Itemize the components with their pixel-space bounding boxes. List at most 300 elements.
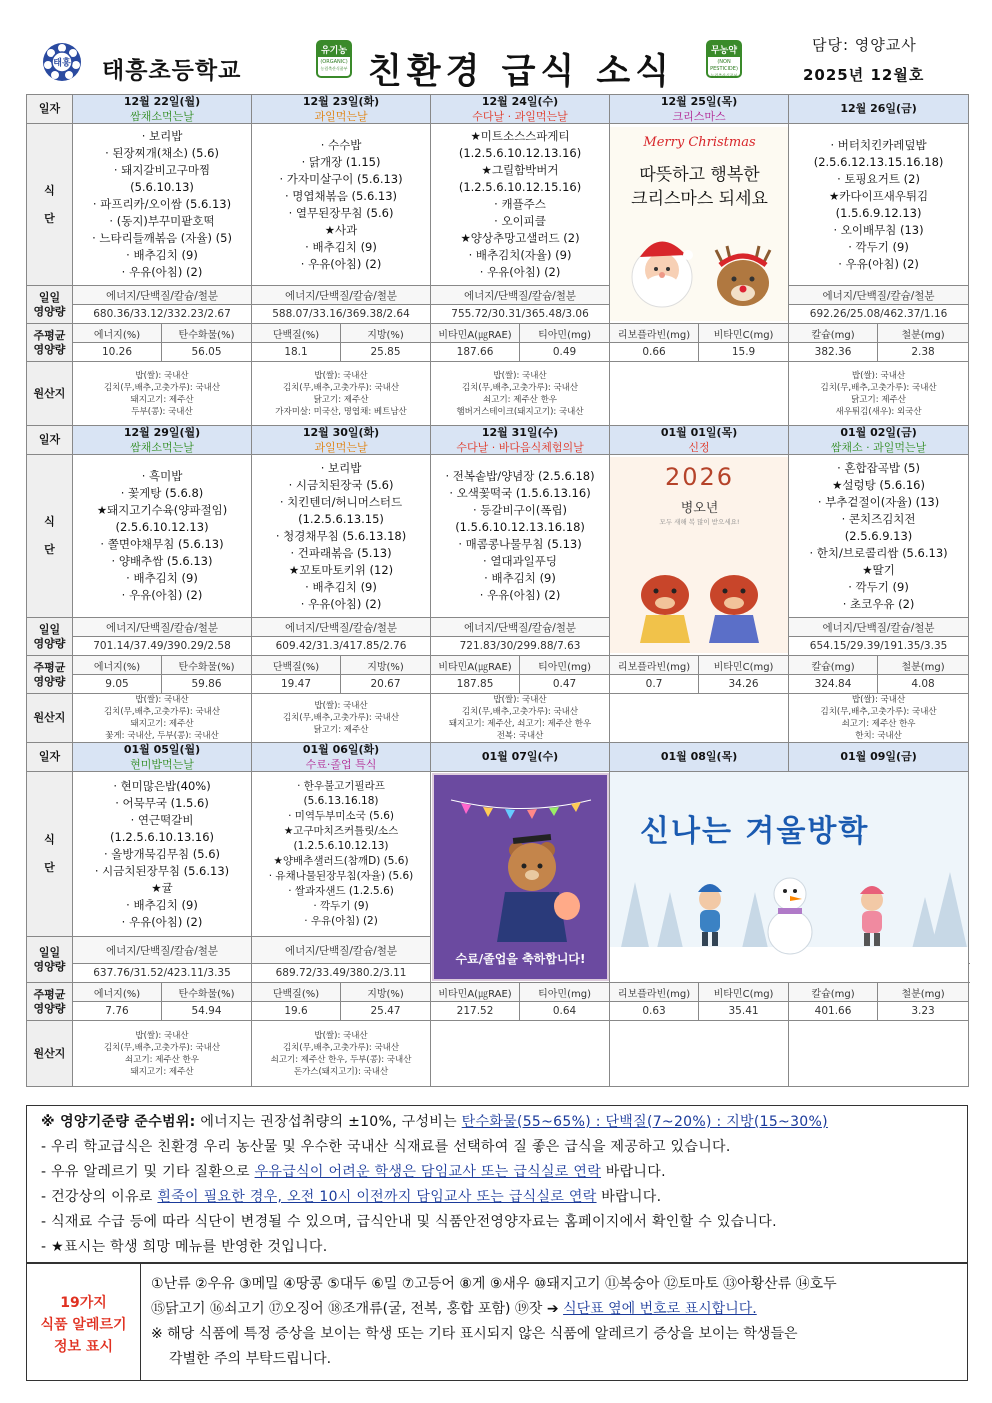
avg-label: 단백질(%) [252, 983, 341, 1002]
menu-item: (5.6.13.16.18) [303, 795, 379, 807]
menu-item: · 흑미밥 [141, 469, 183, 483]
day-header [789, 743, 969, 772]
origin-label: 원산지 [27, 1021, 73, 1087]
origin-item: 가자미살: 미국산, 명엽채: 베트남산 [275, 406, 407, 417]
nutrition-value: 680.36/33.12/332.23/2.67 [73, 305, 252, 324]
allergy-line-3: ※ 해당 식품에 특정 증상을 보이는 학생 또는 기타 표시되지 않은 식품에 알레르기 증상을 보이는 학생들은 [151, 1326, 798, 1342]
menu-item: (1.5.6.10.12.13.16.18) [455, 520, 585, 534]
avg-value-row [27, 675, 969, 694]
menu-item: ★사과 [324, 222, 358, 237]
nutrition-header: 에너지/단백질/칼슘/철분 [252, 937, 431, 964]
day-date: 12월 30일(화) [302, 426, 380, 439]
avg-label: 지방(%) [341, 324, 431, 343]
menu-item: · 꽃게탕 (5.6.8) [120, 486, 204, 500]
day-event: 크리스마스 [672, 110, 726, 123]
avg-label-row [27, 656, 969, 675]
daily-nutrition-label: 일일 영양량 [27, 937, 73, 983]
day-event: 신정 [688, 441, 710, 454]
day-date: 01월 09일(금) [840, 749, 917, 763]
menu-item: ★양배추샐러드(참깨D) (5.6) [273, 855, 409, 867]
menu-item: · 배추김치 (9) [126, 571, 198, 585]
avg-value: 0.7 [610, 675, 699, 694]
origin-item: 닭고기: 제주산 [313, 394, 369, 405]
menu-item: · 한우불고기필라프 [297, 780, 385, 792]
pesticide-badge-mid: (NON PESTICIDE) [710, 59, 738, 72]
menu-table [26, 94, 969, 1087]
avg-value: 19.6 [252, 1002, 341, 1021]
day-date: 12월 24일(수) [481, 95, 559, 108]
avg-label: 리보플라빈(mg) [610, 324, 699, 343]
avg-value: 10.26 [73, 343, 162, 362]
origin-item: 쇠고기: 제주산 한우, 두부(콩): 국내산 [270, 1054, 412, 1065]
day-date: 01월 08일(목) [660, 749, 738, 763]
day-menu [252, 772, 431, 937]
date-row [27, 95, 969, 124]
menu-item: · 배추김치 (9) [126, 248, 198, 262]
organic-badge-icon [316, 40, 352, 78]
date-row [27, 743, 969, 772]
day-event: 수다날 · 바다음식체험의날 [456, 441, 584, 454]
day-date: 12월 26일(금) [840, 101, 917, 115]
menu-item: · 명엽채볶음 (5.6.13) [284, 188, 398, 203]
origin-item: 한치: 국내산 [855, 731, 902, 741]
avg-value: 59.86 [162, 675, 252, 694]
allergy-label-2: 식품 알레르기 [40, 1317, 127, 1333]
avg-value: 25.47 [341, 1002, 431, 1021]
menu-item: · 시금치된장국 (5.6) [288, 477, 394, 492]
nutrition-header-row [27, 286, 969, 305]
origin-item: 닭고기: 제주산 [313, 725, 369, 735]
avg-label: 단백질(%) [252, 656, 341, 675]
menu-item: (2.5.6.9.13) [844, 528, 913, 543]
notes-line-1-prefix: ※ 영양기준량 준수범위: [41, 1114, 196, 1130]
nutrition-header: 에너지/단백질/칼슘/철분 [73, 286, 252, 305]
day-date: 01월 02일(금) [840, 426, 917, 439]
day-date: 12월 25일(목) [660, 95, 738, 108]
origin-row [27, 694, 969, 743]
notes-line-4-a: - 건강상의 이유로 [41, 1189, 158, 1205]
menu-item: · 우유(아침) (2) [300, 256, 382, 271]
menu-item: ★그릴함박버거 [481, 163, 559, 177]
menu-item: · 등갈비구이(폭립) [473, 503, 568, 517]
menu-item: · 깍두기 (9) [848, 239, 909, 254]
menu-item: (2.5.6.10.12.13) [115, 520, 209, 534]
menu-item: · 우유(아침) (2) [300, 596, 382, 611]
origin-item: 밥(쌀): 국내산 [314, 701, 368, 711]
origin-item: 밥(쌀): 국내산 [135, 695, 189, 705]
menu-item: (5.6.10.13) [130, 180, 194, 194]
day-menu [431, 124, 610, 286]
avg-value: 382.36 [789, 343, 878, 362]
avg-label: 비타민A(㎍RAE) [431, 983, 520, 1002]
avg-value: 19.47 [252, 675, 341, 694]
menu-item: (1.2.5.6.10.12.13.16) [458, 146, 582, 160]
avg-value-row [27, 343, 969, 362]
origin-item: 김치(무,배추,고춧가루): 국내산 [103, 382, 221, 393]
avg-value: 0.64 [520, 1002, 610, 1021]
notes-line-4-ul: 흰죽이 필요한 경우, 오전 10시 이전까지 담임교사 또는 급식실로 연락 [157, 1189, 597, 1205]
origin-item: 새우튀김(새우): 외국산 [835, 406, 922, 417]
day-image [431, 772, 610, 983]
school-emblem-text: 태흥 [53, 58, 71, 69]
weekly-avg-label: 주평균 영양량 [27, 656, 73, 694]
avg-value: 0.63 [610, 1002, 699, 1021]
day-event: 쌈채소먹는날 [130, 441, 194, 454]
menu-item: · 전복솥밥/양념장 (2.5.6.18) [445, 469, 595, 483]
day-header [610, 95, 789, 124]
menu-item: · 부추겉절이(자율) (13) [817, 494, 940, 509]
day-origin [610, 694, 789, 743]
menu-item: · 오이피클 [494, 214, 546, 228]
avg-value: 15.9 [699, 343, 789, 362]
newyear-year: 2026 [664, 463, 735, 491]
day-menu [252, 455, 431, 618]
avg-label: 티아민(mg) [520, 983, 610, 1002]
notes-line-3-b: 바랍니다. [601, 1164, 666, 1180]
nutrition-value-row [27, 305, 969, 324]
origin-item: 김치(무,배추,고춧가루): 국내산 [461, 382, 579, 393]
menu-item: · 초코우유 (2) [842, 596, 915, 611]
avg-label: 탄수화물(%) [162, 656, 252, 675]
menu-item: · 배추김치 (9) [126, 897, 198, 912]
date-label: 일자 [27, 95, 73, 124]
allergy-line-4: 각별한 주의 부탁드립니다. [169, 1351, 332, 1367]
origin-item: 밥(쌀): 국내산 [493, 695, 547, 705]
graduation-text: 수료/졸업을 축하합니다! [455, 952, 586, 966]
menu-item: · 느타리들깨볶음 (자율) (5) [92, 231, 232, 245]
avg-label: 철분(mg) [878, 324, 969, 343]
christmas-msg-2: 크리스마스 되세요 [631, 188, 768, 209]
nutrition-value: 609.42/31.3/417.85/2.76 [252, 637, 431, 656]
origin-label: 원산지 [27, 694, 73, 743]
origin-item: 돈가스(돼지고기): 국내산 [293, 1066, 389, 1077]
menu-item: · 돼지갈비고구마찜 [113, 163, 211, 177]
day-origin [252, 362, 431, 426]
nutrition-header-row [27, 618, 969, 637]
day-header [73, 426, 252, 455]
menu-item: · 우유(아침) (2) [121, 914, 203, 929]
notes-box [26, 1105, 968, 1263]
avg-value: 187.85 [431, 675, 520, 694]
page-title: 친환경 급식 소식 [368, 52, 675, 92]
menu-item: · 열대과일푸딩 [483, 554, 558, 568]
menu-item: ★꼬토마토키위 (12) [288, 562, 394, 577]
nutrition-value: 701.14/37.49/390.29/2.58 [73, 637, 252, 656]
day-menu [789, 124, 969, 286]
merry-christmas-text: Merry Christmas [643, 134, 756, 150]
avg-value: 187.66 [431, 343, 520, 362]
day-header [73, 743, 252, 772]
school-emblem-icon [42, 42, 82, 82]
day-date: 12월 31일(수) [481, 426, 559, 439]
origin-label: 원산지 [27, 362, 73, 426]
nutrition-value: 654.15/29.39/191.35/3.35 [789, 637, 969, 656]
allergy-line-1: ①난류 ②우유 ③메밀 ④땅콩 ⑤대두 ⑥밀 ⑦고등어 ⑧게 ⑨새우 ⑩돼지고기 ⑪복숭아 ⑫토마토 ⑬아황산류 ⑭호두 [151, 1276, 837, 1292]
allergy-line-2-ul: 식단표 옆에 번호로 표시합니다. [563, 1301, 757, 1317]
avg-value: 35.41 [699, 1002, 789, 1021]
menu-item: · 건파래볶음 (5.13) [290, 545, 392, 560]
day-origin [252, 1021, 431, 1087]
menu-item: (1.5.6.9.12.13) [835, 205, 922, 220]
menu-item: · 유채나물된장무침(자율) (5.6) [268, 870, 414, 882]
menu-label: 식 단 [27, 772, 73, 937]
menu-item: · 올방개묵김무침 (5.6) [104, 846, 220, 861]
origin-item: 밥(쌀): 국내산 [135, 1030, 189, 1041]
origin-item: 닭고기: 제주산 [851, 394, 906, 405]
day-event: 과일먹는날 [314, 441, 368, 454]
nutrition-header: 에너지/단백질/칼슘/철분 [252, 286, 431, 305]
day-header [789, 426, 969, 455]
day-header [252, 95, 431, 124]
day-header [431, 426, 610, 455]
day-menu [252, 124, 431, 286]
daily-nutrition-label: 일일 영양량 [27, 618, 73, 656]
notes-line-2: - 우리 학교급식은 친환경 우리 농산물 및 우수한 국내산 식재료를 선택하여 질 좋은 급식을 제공하고 있습니다. [41, 1139, 731, 1155]
menu-item: · 우유(아침) (2) [304, 915, 378, 927]
notes-line-1-mid: 에너지는 권장섭취량의 ±10%, 구성비는 [195, 1114, 462, 1130]
day-date: 12월 23일(화) [302, 95, 380, 108]
menu-item: · 버터치킨카레덮밥 [830, 137, 927, 152]
menu-item: ★딸기 [862, 562, 895, 577]
menu-item: · 오색꽃떡국 (1.5.6.13.16) [449, 486, 591, 500]
notes-line-6: - ★표시는 학생 희망 메뉴를 반영한 것입니다. [41, 1239, 328, 1255]
vacation-title: 신나는 겨울방학 [640, 814, 870, 849]
day-menu [73, 455, 252, 618]
avg-value: 0.66 [610, 343, 699, 362]
in-charge: 담당: 영양교사 [812, 36, 917, 54]
avg-value: 0.49 [520, 343, 610, 362]
menu-item: · 깍두기 (9) [848, 579, 909, 594]
avg-value: 4.08 [878, 675, 969, 694]
nutrition-value: 689.72/33.49/380.2/3.11 [252, 964, 431, 983]
allergy-line-2 [151, 1297, 959, 1322]
allergy-label-1: 19가지 [60, 1295, 107, 1311]
day-date: 12월 22일(월) [123, 95, 201, 108]
origin-item: 햄버거스테이크(돼지고기): 국내산 [456, 406, 584, 417]
avg-value: 34.26 [699, 675, 789, 694]
avg-label: 리보플라빈(mg) [610, 656, 699, 675]
day-event: 쌈채소 · 과일먹는날 [830, 441, 927, 454]
menu-item: · 우유(아침) (2) [121, 588, 203, 602]
day-image [610, 772, 969, 983]
menu-item: · 오이배무침 (13) [833, 222, 924, 237]
menu-item: · 보리밥 [141, 129, 183, 143]
menu-item: · 쫄면야채무침 (5.6.13) [100, 537, 224, 551]
origin-item: 김치(무,배추,고춧가루): 국내산 [820, 382, 937, 393]
allergy-label [27, 1264, 141, 1380]
day-event: 현미밥먹는날 [130, 758, 194, 771]
nutrition-header: 에너지/단백질/칼슘/철분 [73, 618, 252, 637]
menu-item: ★카다이프새우튀김 [828, 188, 929, 203]
day-menu [789, 455, 969, 618]
christmas-msg-1: 따뜻하고 행복한 [639, 164, 760, 185]
menu-item: · 배추김치 (9) [305, 239, 377, 254]
origin-item: 쇠고기: 제주산 한우 [483, 394, 558, 405]
menu-row [27, 124, 969, 286]
menu-item: · 현미많은밥(40%) [113, 778, 211, 793]
origin-item: 김치(무,배추,고춧가루): 국내산 [820, 707, 937, 717]
day-origin [73, 694, 252, 743]
nutrition-header: 에너지/단백질/칼슘/철분 [73, 937, 252, 964]
menu-item: ★양상추망고샐러드 (2) [460, 231, 580, 245]
nutrition-header: 에너지/단백질/칼슘/철분 [431, 618, 610, 637]
origin-item: 밥(쌀): 국내산 [314, 370, 368, 381]
menu-item: · 쌀과자샌드 (1.2.5.6) [288, 885, 394, 897]
day-origin [73, 362, 252, 426]
day-header [789, 95, 969, 124]
vacation-illustration [610, 772, 968, 982]
school-name: 태흥초등학교 [102, 58, 242, 84]
day-header [252, 426, 431, 455]
day-event: 과일먹는날 [314, 110, 368, 123]
notes-line-1 [41, 1110, 953, 1135]
nutrition-header: 에너지/단백질/칼슘/철분 [252, 618, 431, 637]
menu-item: · 배추김치 (9) [484, 571, 556, 585]
menu-item: · 콘치즈김치전 [841, 511, 916, 526]
menu-item: · 매콤콩나물무침 (5.13) [458, 537, 582, 551]
menu-item: · 수수밥 [320, 137, 362, 152]
avg-label: 비타민C(mg) [699, 983, 789, 1002]
avg-label: 티아민(mg) [520, 324, 610, 343]
menu-item: · 우유(아침) (2) [838, 256, 919, 271]
notes-line-1-ratio: 탄수화물(55~65%) : 단백질(7~20%) : 지방(15~30%) [461, 1114, 828, 1130]
avg-label: 비타민A(㎍RAE) [431, 656, 520, 675]
menu-item: · 파프리카/오이쌈 (5.6.13) [92, 197, 232, 211]
avg-label: 에너지(%) [73, 656, 162, 675]
day-origin [252, 694, 431, 743]
menu-item: · 미역두부미소국 (5.6) [288, 810, 394, 822]
day-origin [431, 362, 610, 426]
avg-label: 비타민A(㎍RAE) [431, 324, 520, 343]
origin-item: 쇠고기: 제주산 한우 [125, 1054, 199, 1065]
organic-badge-mid: (ORGANIC) [320, 59, 348, 65]
avg-value: 25.85 [341, 343, 431, 362]
pesticide-badge-top: 무농약 [708, 42, 740, 57]
day-origin [73, 1021, 252, 1087]
date-row [27, 426, 969, 455]
nutrition-value: 755.72/30.31/365.48/3.06 [431, 305, 610, 324]
day-header [610, 743, 789, 772]
avg-label: 비타민C(mg) [699, 656, 789, 675]
nutrition-value: 588.07/33.16/369.38/2.64 [252, 305, 431, 324]
origin-item: 돼지고기: 제주산, 쇠고기: 제주산 한우 [448, 719, 592, 729]
menu-row [27, 772, 969, 937]
origin-row [27, 362, 969, 426]
avg-value: 56.05 [162, 343, 252, 362]
avg-value: 401.66 [789, 1002, 878, 1021]
origin-item: 밥(쌀): 국내산 [851, 695, 906, 705]
day-header [252, 743, 431, 772]
day-header [73, 95, 252, 124]
day-header [431, 743, 610, 772]
day-date: 12월 29일(월) [123, 426, 201, 439]
page-header [26, 22, 968, 94]
avg-label: 티아민(mg) [520, 656, 610, 675]
day-menu [73, 124, 252, 286]
avg-label-row [27, 324, 969, 343]
menu-label: 식 단 [27, 455, 73, 618]
menu-item: · 시금치된장무침 (5.6.13) [94, 863, 230, 878]
christmas-art [610, 127, 789, 321]
allergy-line-2-a: ⑮닭고기 ⑯쇠고기 ⑰오징어 ⑱조개류(굴, 전복, 홍합 포함) ⑲잣 ➔ [151, 1301, 564, 1317]
day-image [610, 455, 789, 656]
daily-nutrition-label: 일일 영양량 [27, 286, 73, 324]
menu-item: · 배추김치(자율) (9) [468, 248, 572, 262]
origin-item: 김치(무,배추,고춧가루): 국내산 [282, 713, 400, 723]
avg-value: 20.67 [341, 675, 431, 694]
notes-line-3 [41, 1160, 953, 1185]
avg-value: 324.84 [789, 675, 878, 694]
day-event: 수다날 · 과일먹는날 [472, 110, 568, 123]
menu-item: · 양배추쌈 (5.6.13) [111, 554, 213, 568]
avg-label: 비타민C(mg) [699, 324, 789, 343]
day-origin [610, 1021, 789, 1087]
avg-label: 탄수화물(%) [162, 324, 252, 343]
origin-row [27, 1021, 969, 1087]
avg-label: 탄수화물(%) [162, 983, 252, 1002]
origin-item: 김치(무,배추,고춧가루): 국내산 [103, 1042, 221, 1053]
menu-item: (1.2.5.6.10.13.16) [109, 829, 215, 844]
menu-item: · 혼합잡곡밥 (5) [837, 460, 920, 475]
menu-item: · 깍두기 (9) [313, 900, 369, 912]
origin-item: 밥(쌀): 국내산 [493, 370, 547, 381]
origin-item: 쇠고기: 제주산 한우 [841, 719, 916, 729]
menu-item: · 가자미살구이 (5.6.13) [279, 171, 403, 186]
nutrition-header: 에너지/단백질/칼슘/철분 [789, 286, 969, 305]
day-event: 쌈채소먹는날 [130, 110, 194, 123]
menu-label: 식 단 [27, 124, 73, 286]
menu-item: · 토핑요거트 (2) [837, 171, 920, 186]
nutrition-value-row [27, 637, 969, 656]
origin-item: 김치(무,배추,고춧가루): 국내산 [103, 707, 221, 717]
graduation-illustration [431, 772, 609, 982]
day-origin [789, 1021, 969, 1087]
avg-value: 217.52 [431, 1002, 520, 1021]
day-header [610, 426, 789, 455]
avg-value: 3.23 [878, 1002, 969, 1021]
allergy-list [151, 1272, 959, 1372]
menu-item: ★설렁탕 (5.6.16) [832, 477, 925, 492]
origin-item: 전복: 국내산 [496, 731, 544, 741]
menu-row [27, 455, 969, 618]
menu-item: (2.5.6.12.13.15.16.18) [813, 154, 944, 169]
weekly-avg-label: 주평균 영양량 [27, 983, 73, 1021]
avg-label: 단백질(%) [252, 324, 341, 343]
origin-item: 꽃게: 국내산, 두부(콩): 국내산 [105, 731, 219, 741]
menu-item: · 치킨텐더/허니머스터드 [279, 494, 403, 509]
notes-line-3-ul: 우유급식이 어려운 학생은 담임교사 또는 급식실로 연락 [254, 1164, 602, 1180]
menu-item: ★고구마치즈커틀릿/소스 [283, 825, 399, 837]
nutrition-value: 637.76/31.52/423.11/3.35 [73, 964, 252, 983]
day-origin [431, 1021, 610, 1087]
nutrition-header: 에너지/단백질/칼슘/철분 [789, 618, 969, 637]
pesticide-badge-bottom: 농림축산식품부 [710, 73, 738, 78]
menu-item: · 닭개장 (1.15) [301, 154, 381, 169]
day-image [610, 124, 789, 324]
day-menu [73, 772, 252, 937]
day-date: 01월 06일(화) [302, 743, 380, 756]
day-date: 01월 05일(월) [123, 743, 201, 756]
menu-item: · 캐플주스 [494, 197, 546, 211]
pesticide-free-badge-icon [706, 40, 742, 78]
date-label: 일자 [27, 743, 73, 772]
menu-item: · 우유(아침) (2) [121, 265, 203, 279]
avg-value: 2.38 [878, 343, 969, 362]
origin-item: 돼지고기: 제주산 [130, 1066, 194, 1077]
avg-label: 지방(%) [341, 656, 431, 675]
menu-item: (1.2.5.6.10.12.15.16) [458, 180, 582, 194]
day-origin [789, 694, 969, 743]
